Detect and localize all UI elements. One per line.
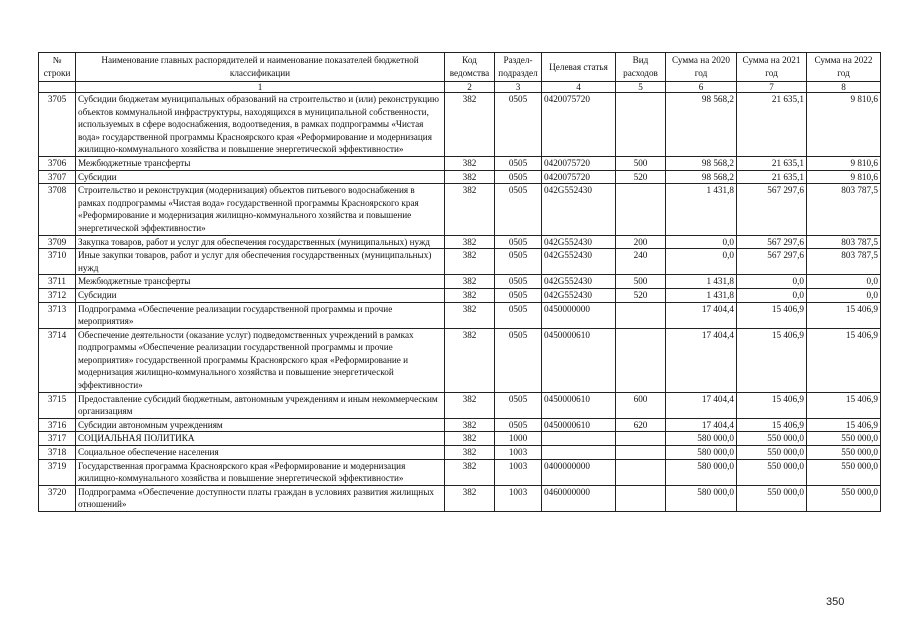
header-row	[39, 53, 881, 82]
column-number: 6	[666, 82, 737, 93]
row-expense-type: 200	[616, 235, 666, 249]
row-sum-2021: 15 406,9	[737, 392, 807, 418]
row-section: 1003	[495, 446, 542, 460]
table-row	[39, 156, 881, 170]
table-row	[39, 328, 881, 392]
row-section: 0505	[495, 184, 542, 235]
row-number: 3706	[39, 156, 76, 170]
row-sum-2020: 580 000,0	[666, 485, 737, 511]
header-sum-2021: Сумма на 2021 год	[737, 53, 807, 82]
table-row	[39, 184, 881, 235]
row-sum-2020: 0,0	[666, 235, 737, 249]
row-number: 3712	[39, 288, 76, 302]
row-sum-2020: 0,0	[666, 249, 737, 275]
row-target: 0420075720	[542, 170, 616, 184]
row-expense-type	[616, 432, 666, 446]
row-dept-code: 382	[445, 418, 495, 432]
row-section: 0505	[495, 275, 542, 289]
row-name: Обеспечение деятельности (оказание услуг) подведомственных учреждений в рамках подпрограммы «Обеспечение реализации государственной программы и прочие мероприятия» государственной программы Красноярского края «Реформирование и модернизация жилищно-коммунального хозяйства и повышение энергетической эффективности»	[76, 328, 445, 392]
row-sum-2021: 0,0	[737, 275, 807, 289]
row-name: Межбюджетные трансферты	[76, 275, 445, 289]
row-target: 0450000610	[542, 392, 616, 418]
column-number: 2	[445, 82, 495, 93]
row-expense-type: 520	[616, 170, 666, 184]
row-number: 3710	[39, 249, 76, 275]
row-target: 042G552430	[542, 184, 616, 235]
row-sum-2021: 0,0	[737, 288, 807, 302]
row-target	[542, 446, 616, 460]
row-sum-2020: 1 431,8	[666, 275, 737, 289]
row-name: Субсидии автономным учреждениям	[76, 418, 445, 432]
row-dept-code: 382	[445, 392, 495, 418]
row-number: 3715	[39, 392, 76, 418]
row-sum-2020: 1 431,8	[666, 184, 737, 235]
row-sum-2020: 17 404,4	[666, 392, 737, 418]
row-sum-2021: 550 000,0	[737, 446, 807, 460]
row-expense-type: 520	[616, 288, 666, 302]
row-name: СОЦИАЛЬНАЯ ПОЛИТИКА	[76, 432, 445, 446]
row-name: Межбюджетные трансферты	[76, 156, 445, 170]
row-dept-code: 382	[445, 170, 495, 184]
row-sum-2021: 567 297,6	[737, 249, 807, 275]
row-name: Субсидии	[76, 170, 445, 184]
table-row	[39, 432, 881, 446]
header-sum-2020: Сумма на 2020 год	[666, 53, 737, 82]
table-row	[39, 485, 881, 511]
row-target: 0450000000	[542, 302, 616, 328]
row-name: Подпрограмма «Обеспечение доступности платы граждан в условиях развития жилищных отношений»	[76, 485, 445, 511]
row-dept-code: 382	[445, 446, 495, 460]
row-section: 0505	[495, 235, 542, 249]
row-expense-type	[616, 485, 666, 511]
table-row	[39, 288, 881, 302]
row-sum-2022: 9 810,6	[807, 156, 881, 170]
table-row	[39, 275, 881, 289]
row-name: Иные закупки товаров, работ и услуг для обеспечения государственных (муниципальных) нужд	[76, 249, 445, 275]
row-dept-code: 382	[445, 288, 495, 302]
row-expense-type: 240	[616, 249, 666, 275]
row-dept-code: 382	[445, 93, 495, 157]
row-sum-2020: 98 568,2	[666, 170, 737, 184]
row-name: Подпрограмма «Обеспечение реализации государственной программы и прочие мероприятия»	[76, 302, 445, 328]
row-number: 3707	[39, 170, 76, 184]
row-target	[542, 432, 616, 446]
row-number: 3709	[39, 235, 76, 249]
row-section: 0505	[495, 328, 542, 392]
row-section: 0505	[495, 249, 542, 275]
column-number: 4	[542, 82, 616, 93]
row-dept-code: 382	[445, 156, 495, 170]
header-name: Наименование главных распорядителей и наименование показателей бюджетной классификации	[76, 53, 445, 82]
row-section: 0505	[495, 93, 542, 157]
row-dept-code: 382	[445, 485, 495, 511]
row-sum-2020: 17 404,4	[666, 328, 737, 392]
row-number: 3719	[39, 459, 76, 485]
row-sum-2021: 567 297,6	[737, 184, 807, 235]
row-target: 042G552430	[542, 288, 616, 302]
row-sum-2020: 580 000,0	[666, 459, 737, 485]
header-dept-code: Код ведомства	[445, 53, 495, 82]
header-sum-2022: Сумма на 2022 год	[807, 53, 881, 82]
row-sum-2021: 15 406,9	[737, 328, 807, 392]
row-sum-2022: 550 000,0	[807, 485, 881, 511]
row-dept-code: 382	[445, 249, 495, 275]
row-number: 3718	[39, 446, 76, 460]
row-section: 0505	[495, 392, 542, 418]
row-sum-2022: 550 000,0	[807, 459, 881, 485]
row-dept-code: 382	[445, 275, 495, 289]
row-section: 0505	[495, 156, 542, 170]
row-sum-2022: 0,0	[807, 288, 881, 302]
column-number: 8	[807, 82, 881, 93]
row-number: 3716	[39, 418, 76, 432]
row-section: 1003	[495, 459, 542, 485]
header-expense-type: Вид расходов	[616, 53, 666, 82]
row-expense-type	[616, 459, 666, 485]
row-sum-2021: 550 000,0	[737, 485, 807, 511]
row-sum-2022: 803 787,5	[807, 184, 881, 235]
row-section: 0505	[495, 170, 542, 184]
row-expense-type	[616, 328, 666, 392]
row-sum-2020: 580 000,0	[666, 432, 737, 446]
table-row	[39, 235, 881, 249]
row-sum-2021: 15 406,9	[737, 302, 807, 328]
row-dept-code: 382	[445, 184, 495, 235]
row-name: Строительство и реконструкция (модернизация) объектов питьевого водоснабжения в рамках подпрограммы «Чистая вода» государственной программы Красноярского края «Реформирование и модернизация жилищно-коммунального хозяйства и повышение энергетической эффективности»	[76, 184, 445, 235]
table-row	[39, 302, 881, 328]
row-expense-type	[616, 93, 666, 157]
row-sum-2020: 98 568,2	[666, 93, 737, 157]
row-name: Субсидии бюджетам муниципальных образований на строительство и (или) реконструкцию объектов коммунальной инфраструктуры, находящихся в муниципальной собственности, используемых в сфере водоснабжения, водоотведения, в рамках подпрограммы «Чистая вода» государственной программы Красноярского края «Реформирование и модернизация жилищно-коммунального хозяйства и повышение энергетической эффективности»	[76, 93, 445, 157]
row-target: 0450000610	[542, 328, 616, 392]
row-name: Социальное обеспечение населения	[76, 446, 445, 460]
row-sum-2021: 15 406,9	[737, 418, 807, 432]
row-sum-2021: 21 635,1	[737, 170, 807, 184]
row-expense-type: 500	[616, 275, 666, 289]
row-expense-type: 500	[616, 156, 666, 170]
column-number	[39, 82, 76, 93]
header-row-no: № строки	[39, 53, 76, 82]
row-target: 042G552430	[542, 275, 616, 289]
row-name: Субсидии	[76, 288, 445, 302]
row-sum-2021: 550 000,0	[737, 432, 807, 446]
row-sum-2020: 1 431,8	[666, 288, 737, 302]
row-section: 1000	[495, 432, 542, 446]
row-sum-2022: 15 406,9	[807, 392, 881, 418]
row-sum-2021: 550 000,0	[737, 459, 807, 485]
row-expense-type	[616, 184, 666, 235]
row-sum-2022: 803 787,5	[807, 235, 881, 249]
row-sum-2022: 15 406,9	[807, 328, 881, 392]
row-sum-2022: 15 406,9	[807, 418, 881, 432]
table-row	[39, 93, 881, 157]
row-name: Закупка товаров, работ и услуг для обеспечения государственных (муниципальных) нужд	[76, 235, 445, 249]
row-dept-code: 382	[445, 459, 495, 485]
budget-table	[38, 52, 881, 512]
row-sum-2020: 17 404,4	[666, 302, 737, 328]
row-number: 3713	[39, 302, 76, 328]
column-number-row	[39, 82, 881, 93]
row-sum-2022: 0,0	[807, 275, 881, 289]
row-target: 042G552430	[542, 249, 616, 275]
row-number: 3711	[39, 275, 76, 289]
row-sum-2022: 550 000,0	[807, 446, 881, 460]
page-number: 350	[826, 596, 845, 608]
row-dept-code: 382	[445, 302, 495, 328]
row-number: 3705	[39, 93, 76, 157]
row-sum-2021: 567 297,6	[737, 235, 807, 249]
row-target: 0450000610	[542, 418, 616, 432]
row-target: 042G552430	[542, 235, 616, 249]
row-dept-code: 382	[445, 235, 495, 249]
table-row	[39, 418, 881, 432]
row-section: 0505	[495, 288, 542, 302]
row-sum-2022: 803 787,5	[807, 249, 881, 275]
row-target: 0400000000	[542, 459, 616, 485]
column-number: 1	[76, 82, 445, 93]
row-target: 0460000000	[542, 485, 616, 511]
row-number: 3720	[39, 485, 76, 511]
column-number: 7	[737, 82, 807, 93]
row-expense-type	[616, 446, 666, 460]
row-sum-2021: 21 635,1	[737, 156, 807, 170]
row-expense-type: 620	[616, 418, 666, 432]
row-target: 0420075720	[542, 93, 616, 157]
column-number: 5	[616, 82, 666, 93]
row-expense-type	[616, 302, 666, 328]
row-name: Государственная программа Красноярского края «Реформирование и модернизация жилищно-коммунального хозяйства и повышение энергетической эффективности»	[76, 459, 445, 485]
column-number: 3	[495, 82, 542, 93]
row-section: 0505	[495, 302, 542, 328]
header-target: Целевая статья	[542, 53, 616, 82]
row-sum-2020: 98 568,2	[666, 156, 737, 170]
row-number: 3717	[39, 432, 76, 446]
row-sum-2020: 17 404,4	[666, 418, 737, 432]
row-sum-2020: 580 000,0	[666, 446, 737, 460]
row-expense-type: 600	[616, 392, 666, 418]
table-row	[39, 170, 881, 184]
row-number: 3708	[39, 184, 76, 235]
table-row	[39, 446, 881, 460]
row-sum-2022: 15 406,9	[807, 302, 881, 328]
row-sum-2021: 21 635,1	[737, 93, 807, 157]
header-section: Раздел-подраздел	[495, 53, 542, 82]
row-section: 0505	[495, 418, 542, 432]
table-row	[39, 249, 881, 275]
row-name: Предоставление субсидий бюджетным, автономным учреждениям и иным некоммерческим организациям	[76, 392, 445, 418]
row-number: 3714	[39, 328, 76, 392]
table-body	[39, 93, 881, 512]
row-sum-2022: 550 000,0	[807, 432, 881, 446]
table-row	[39, 459, 881, 485]
row-sum-2022: 9 810,6	[807, 170, 881, 184]
row-target: 0420075720	[542, 156, 616, 170]
row-dept-code: 382	[445, 328, 495, 392]
row-section: 1003	[495, 485, 542, 511]
row-dept-code: 382	[445, 432, 495, 446]
row-sum-2022: 9 810,6	[807, 93, 881, 157]
table-row	[39, 392, 881, 418]
